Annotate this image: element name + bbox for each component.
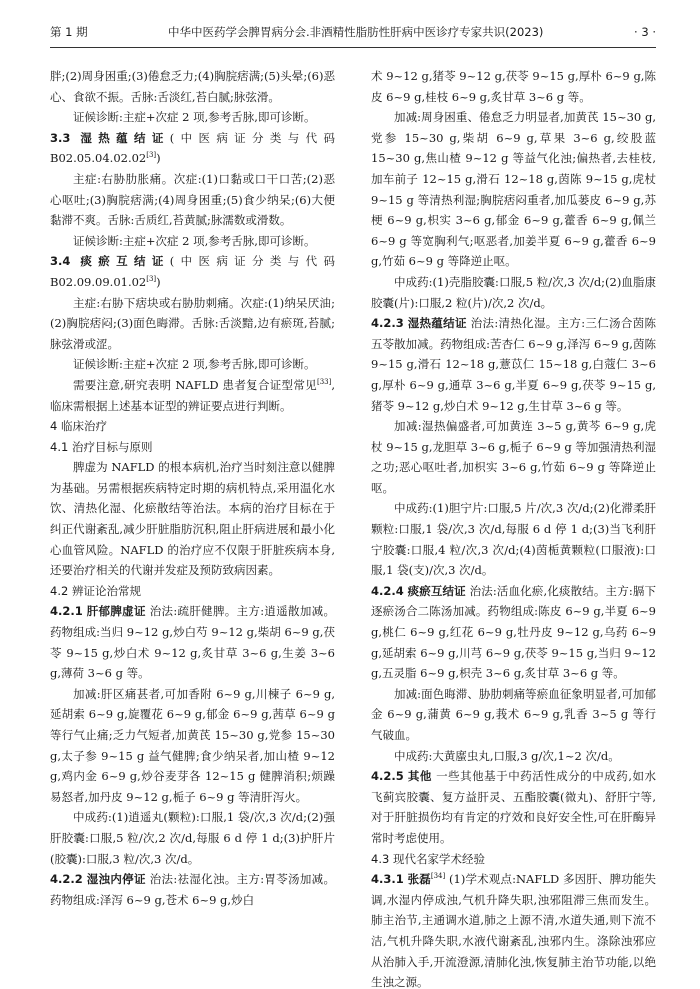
paragraph-text: 治法:祛湿化浊。主方:胃苓汤加减。药物组成:泽泻 6~9 g,苍术 6~9 g,炒白: [50, 872, 335, 907]
paragraph-text: 中成药:(1)壳脂胶囊:口服,5 粒/次,3 次/d;(2)血脂康胶囊(片):口服,2 粒(片)/次,2 次/d。: [371, 274, 656, 310]
paragraph-text-tail: ,临床需根据上述基本证型的辨证要点进行判断。: [50, 377, 335, 413]
section-title: 痰瘀互结证: [407, 583, 466, 598]
section-heading-paragraph: [371, 581, 656, 684]
section-number: 4.2.1: [50, 604, 83, 619]
section-heading-paragraph: [371, 869, 656, 989]
paragraph: [371, 498, 656, 580]
paragraph: [371, 416, 656, 498]
left-column: [50, 66, 335, 910]
section-heading-paragraph: [50, 869, 335, 910]
paragraph: [50, 375, 335, 416]
paragraph-text: 主症:右胁下痞块或右胁肋刺痛。次症:(1)纳呆厌油;(2)胸脘痞闷;(3)面色晦滞。舌脉:舌淡黯,边有瘀斑,苔腻;脉弦滑或涩。: [50, 295, 335, 351]
paragraph: [50, 684, 335, 808]
paragraph-text: 证候诊断:主症+次症 2 项,参考舌脉,即可诊断。: [73, 357, 316, 372]
section-number: 4.3.1: [371, 872, 404, 887]
citation: [3]: [146, 151, 157, 160]
section-title: 湿热蕴结证: [407, 316, 467, 331]
section-heading: [371, 849, 656, 870]
section-title: 湿浊内停证: [86, 872, 146, 887]
paragraph: [371, 66, 656, 107]
section-number: 3.3: [50, 130, 71, 145]
paragraph: [50, 293, 335, 355]
section-number: 4.2.3: [371, 316, 404, 331]
paragraph: [50, 169, 335, 231]
paragraph-text: 4 临床治疗: [50, 419, 107, 434]
paragraph-text: 需要注意,研究表明 NAFLD 患者复合证型常见: [73, 377, 317, 392]
running-title: 中华中医药学会脾胃病分会.非酒精性脂肪性肝病中医诊疗专家共识(2023): [168, 25, 544, 39]
paragraph: [50, 107, 335, 128]
paragraph-text: 术 9~12 g,猪苓 9~12 g,茯苓 9~15 g,厚朴 6~9 g,陈皮 6~9 g,桂枝 6~9 g,炙甘草 3~6 g 等。: [371, 69, 656, 104]
paragraph-text: 证候诊断:主症+次症 2 项,参考舌脉,即可诊断。: [73, 110, 316, 125]
paragraph: [50, 66, 335, 107]
citation: [3]: [146, 275, 157, 284]
header-rule: [50, 47, 656, 48]
paragraph: [371, 746, 656, 767]
section-heading-paragraph: [371, 766, 656, 848]
paragraph: [50, 457, 335, 581]
section-heading: [50, 437, 335, 458]
paragraph-text: 加减:湿热偏盛者,可加黄连 3~5 g,黄芩 6~9 g,虎杖 9~15 g,龙胆草 3~6 g,栀子 6~9 g 等加强清热利湿之功;恶心呕吐者,加枳实 3~6 g,竹茹 6~9 g 等降逆止呕。: [371, 419, 656, 495]
paragraph-text: (中医病证分类与代码 B02.05.04.02.02: [50, 130, 336, 166]
page-number: · 3 ·: [634, 25, 656, 39]
paragraph-text: 证候诊断:主症+次症 2 项,参考舌脉,即可诊断。: [73, 233, 316, 248]
paragraph: [371, 684, 656, 746]
paragraph-text: 加减:肝区痛甚者,可加香附 6~9 g,川楝子 6~9 g,延胡索 6~9 g,旋覆花 6~9 g,郁金 6~9 g,茜草 6~9 g 等行气止痛;乏力气短者,加黄芪 15~30 g,党参 15~30 g,太子参 9~15 g 益气健脾;食少纳呆者,加山楂 9~12 g,鸡内金 6~9 g,炒谷麦芽各 12~15 g 健脾消积;烦躁易怒者,加丹皮 9~12 g,栀子 6~9 g 等清肝泻火。: [50, 686, 335, 804]
running-header: [50, 22, 656, 42]
paragraph-text: (1)学术观点:NAFLD 多因肝、脾功能失调,水湿内停成浊,气机升降失职,浊邪阻滞三焦而发生。肺主治节,主通调水道,肺之上源不清,水道失通,则下流不洁,气机升降失职,水液代谢紊乱,浊邪内生。涤除浊邪应从治肺入手,开流澄源,清肺化浊,恢复肺主治节功能,以绝生浊之源。: [371, 872, 657, 989]
paragraph-text: 主症:右胁肋胀痛。次症:(1)口黏或口干口苦;(2)恶心呕吐;(3)胸脘痞满;(4)周身困重;(5)食少纳呆;(6)大便黏滞不爽。舌脉:舌质红,苔黄腻;脉濡数或滑数。: [50, 171, 335, 228]
paragraph: [371, 272, 656, 313]
paragraph: [371, 107, 656, 272]
section-heading: [50, 581, 335, 602]
section-heading-paragraph: [371, 313, 656, 416]
paragraph-text-tail: ): [156, 274, 161, 289]
section-number: 3.4: [50, 254, 71, 269]
paragraph-text: 治法:清热化湿。主方:三仁汤合茵陈五苓散加减。药物组成:苦杏仁 6~9 g,泽泻 6~9 g,茵陈 9~15 g,滑石 12~18 g,薏苡仁 15~18 g,白蔻仁 3~6 g,厚朴 6~9 g,通草 3~6 g,半夏 6~9 g,茯苓 9~15 g,猪苓 9~12 g,炒白术 9~12 g,生甘草 3~6 g 等。: [371, 316, 656, 413]
paragraph: [50, 807, 335, 869]
paragraph-text: (中医病证分类与代码 B02.09.09.01.02: [50, 254, 336, 289]
section-heading-paragraph: [50, 251, 335, 292]
paragraph-text: 治法:活血化瘀,化痰散结。主方:膈下逐瘀汤合二陈汤加减。药物组成:陈皮 6~9 g,半夏 6~9 g,桃仁 6~9 g,红花 6~9 g,牡丹皮 9~12 g,乌药 6~9 g,延胡索 6~9 g,川芎 6~9 g,茯苓 9~15 g,当归 9~12 g,五灵脂 6~9 g,枳壳 3~6 g,炙甘草 3~6 g 等。: [371, 583, 657, 681]
section-heading: [50, 416, 335, 437]
paragraph-text: 胖;(2)周身困重;(3)倦怠乏力;(4)胸脘痞满;(5)头晕;(6)恶心、食欲不振。舌脉:舌淡红,苔白腻;脉弦滑。: [50, 69, 335, 104]
paragraph-text: 4.1 治疗目标与原则: [50, 439, 153, 454]
section-title: 张磊: [407, 872, 431, 887]
paragraph-text: 加减:周身困重、倦怠乏力明显者,加黄芪 15~30 g,党参 15~30 g,柴胡 6~9 g,草果 3~6 g,绞股蓝 15~30 g,焦山楂 9~12 g 等益气化浊;偏热者,去桂枝,加车前子 12~15 g,滑石 12~18 g,茵陈 9~15 g,虎杖 9~15 g 等清热利湿;胸脘痞闷重者,加瓜蒌皮 6~9 g,苏梗 6~9 g,枳实 3~6 g,郁金 6~9 g,藿香 6~9 g,佩兰 6~9 g 等宽胸利气;呕恶者,加姜半夏 6~9 g,藿香 6~9 g,竹茹 6~9 g 等降逆止呕。: [371, 110, 656, 269]
citation: [34]: [430, 872, 446, 881]
paragraph-text: 治法:疏肝健脾。主方:逍遥散加减。药物组成:当归 9~12 g,炒白芍 9~12 g,柴胡 6~9 g,茯苓 9~15 g,炒白术 9~12 g,炙甘草 3~6 g,生姜 3~6 g,薄荷 3~6 g 等。: [50, 604, 335, 681]
issue-number: 第 1 期: [50, 25, 88, 39]
paragraph-text: 中成药:(1)胆宁片:口服,5 片/次,3 次/d;(2)化滞柔肝颗粒:口服,1 袋/次,3 次/d,每服 6 d 停 1 d;(3)当飞利肝宁胶囊:口服,4 粒/次,3 次/d;(4)茵栀黄颗粒(口服液):口服,1 袋(支)/次,3 次/d。: [371, 501, 656, 578]
section-number: 4.2.5: [371, 769, 404, 784]
section-number: 4.2.2: [50, 872, 83, 887]
right-column: [371, 66, 656, 989]
paragraph-text: 脾虚为 NAFLD 的根本病机,治疗当时刻注意以健脾为基础。另需根据疾病特定时期的病机特点,采用温化水饮、清热化湿、化瘀散结等治法。本病的治疗目标在于纠正代谢紊乱,减少肝脏脂肪沉积,阻止肝病进展和最小化心血管风险。NAFLD 的治疗应不仅限于肝脏疾病本身,还要治疗相关的代谢并发症及预防致病因素。: [50, 460, 335, 578]
section-heading-paragraph: [50, 601, 335, 683]
citation: [33]: [316, 378, 332, 387]
paragraph: [50, 354, 335, 375]
paragraph-text: 4.3 现代名家学术经验: [371, 851, 485, 866]
section-number: 4.2.4: [371, 583, 404, 598]
paragraph-text-tail: ): [156, 151, 161, 166]
section-heading-paragraph: [50, 128, 335, 169]
section-title: 肝郁脾虚证: [86, 604, 146, 619]
paragraph-text: 加减:面色晦滞、胁肋刺痛等瘀血征象明显者,可加郁金 6~9 g,蒲黄 6~9 g,莪术 6~9 g,乳香 3~5 g 等行气破血。: [371, 686, 656, 742]
paragraph-text: 4.2 辨证论治常规: [50, 583, 141, 598]
section-title: 湿热蕴结证: [80, 130, 170, 145]
paragraph-text: 中成药:大黄䗪虫丸,口服,3 g/次,1~2 次/d。: [394, 748, 620, 763]
paragraph: [50, 231, 335, 252]
section-title: 其他: [407, 769, 432, 784]
section-title: 痰瘀互结证: [80, 254, 170, 269]
paragraph-text: 一些其他基于中药活性成分的中成药,如水飞蓟宾胶囊、复方益肝灵、五酯胶囊(微丸)、舒肝宁等,对于肝脏损伤均有肯定的疗效和良好安全性,可在肝酶异常时考虑使用。: [371, 769, 657, 845]
paragraph-text: 中成药:(1)逍遥丸(颗粒):口服,1 袋/次,3 次/d;(2)强肝胶囊:口服,5 粒/次,2 次/d,每服 6 d 停 1 d;(3)护肝片(胶囊):口服,3 粒/次,3 次/d。: [50, 810, 335, 866]
